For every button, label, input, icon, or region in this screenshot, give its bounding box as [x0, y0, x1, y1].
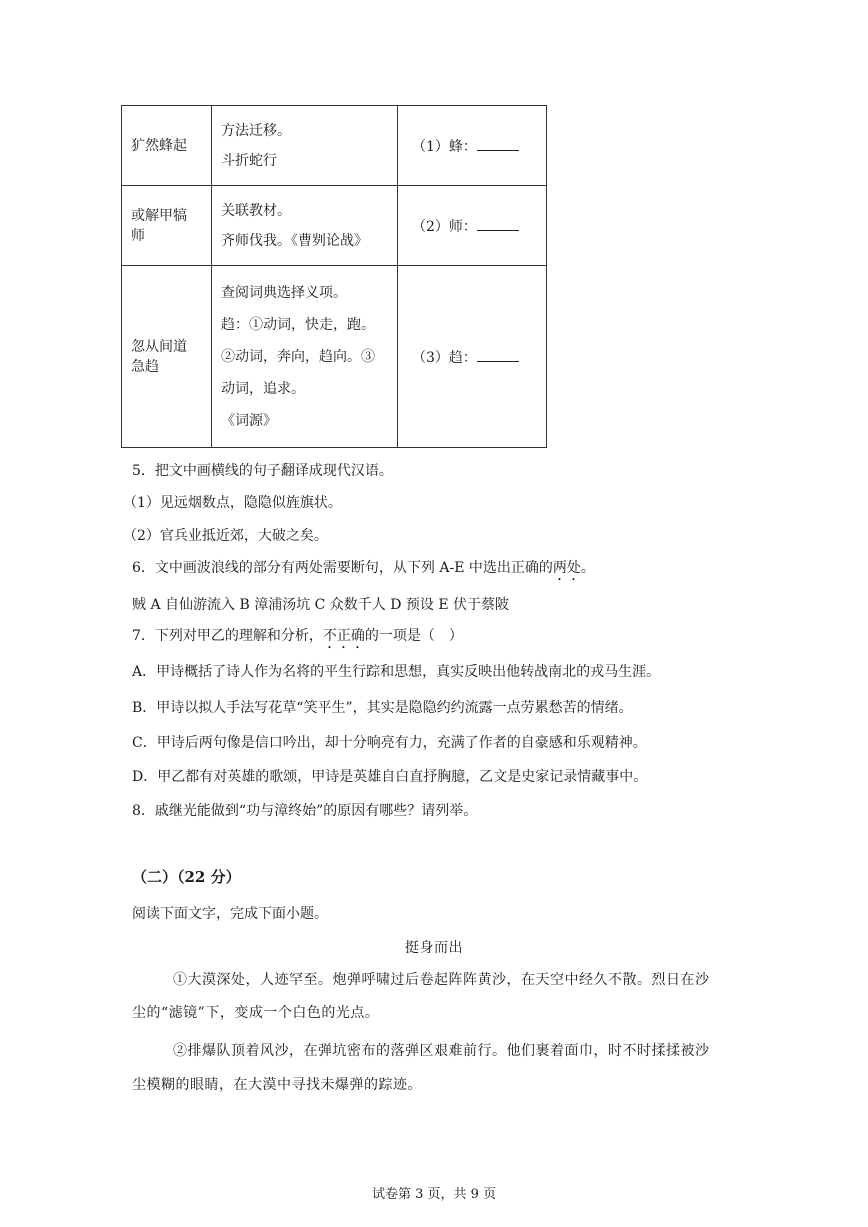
question-7-text: 7．下列对甲乙的理解和分析，: [132, 628, 323, 644]
term-cell: [122, 186, 212, 266]
option-d: D．甲乙都有对英雄的歌颂，甲诗是英雄自白直抒胸臆，乙文是史家记录情藏事中。: [132, 769, 648, 785]
question-5-1: （1）见远烟数点，隐隐似旌旗状。: [123, 495, 342, 511]
question-8: 8．戚继光能做到“功与漳终始”的原因有哪些？请列举。: [132, 803, 478, 819]
answer-cell: [398, 106, 547, 186]
method-line: 齐师伐我。《曹刿论战》: [221, 232, 368, 249]
method-line: 斗折蛇行: [221, 152, 277, 169]
section-instruction: 阅读下面文字，完成下面小题。: [132, 906, 328, 922]
paragraph-2-line-2: 尘模糊的眼睛，在大漠中寻找未爆弹的踪迹。: [132, 1077, 422, 1093]
answer-blank[interactable]: [477, 346, 519, 362]
method-line: 趋：①动词，快走，跑。: [221, 316, 375, 333]
answer-label: （1）蜂：: [412, 138, 477, 155]
method-cell: [212, 186, 398, 266]
question-7-end: 的一项是（ ）: [364, 628, 463, 644]
term-line: 忽从间道: [131, 338, 187, 355]
article-title: 挺身而出: [405, 940, 463, 956]
paragraph-1-line-2: 尘的“滤镜”下，变成一个白色的光点。: [132, 1005, 380, 1021]
method-line: 《词源》: [221, 412, 277, 429]
method-line: 动词，追求。: [221, 380, 305, 397]
section-heading: （二）（22 分）: [132, 868, 241, 886]
paragraph-1-line-1: ①大漠深处，人迹罕至。炮弹呼啸过后卷起阵阵黄沙，在天空中经久不散。烈日在沙: [173, 972, 710, 988]
term-cell: [122, 106, 212, 186]
option-a: A．甲诗概括了诗人作为名将的平生行踪和思想，真实反映出他转战南北的戎马生涯。: [132, 664, 661, 680]
method-line: 方法迁移。: [221, 122, 291, 139]
vocabulary-table: [121, 105, 547, 448]
question-6-text: 6．文中画波浪线的部分有两处需要断句，从下列 A-E 中选出正确的: [132, 560, 553, 576]
method-cell: [212, 266, 398, 448]
option-c: C．甲诗后两句像是信口吟出，却十分响亮有力，充满了作者的自豪感和乐观精神。: [132, 735, 647, 751]
answer-label: （2）师：: [412, 218, 477, 235]
answer-blank[interactable]: [477, 215, 519, 231]
question-6-end: 。: [580, 560, 595, 576]
question-6: [132, 557, 595, 584]
method-line: 查阅词典选择义项。: [221, 284, 347, 301]
answer-cell: [398, 186, 547, 266]
term-line: 师: [131, 227, 145, 244]
answer-cell: [398, 266, 547, 448]
question-7-emphasis: 不正确: [322, 628, 365, 644]
paragraph-2-line-1: ②排爆队顶着风沙，在弹坑密布的落弹区艰难前行。他们裹着面巾，时不时揉揉被沙: [173, 1043, 710, 1059]
term-line: 急趋: [131, 358, 159, 375]
method-line: 关联教材。: [221, 202, 291, 219]
option-b: B．甲诗以拟人手法写花草“笑平生”，其实是隐隐约约流露一点劳累愁苦的情绪。: [132, 700, 633, 716]
table-row: [122, 186, 547, 266]
term-cell: [122, 266, 212, 448]
question-5-2: （2）官兵业抵近郊，大破之矣。: [123, 528, 328, 544]
question-6-emphasis: 两处: [552, 560, 581, 576]
term-line: 犷然蜂起: [131, 137, 187, 154]
answer-label: （3）趋：: [412, 349, 477, 366]
question-7: [132, 625, 463, 652]
question-6-options: 贼 A 自仙游流入 B 漳浦汤坑 C 众数千人 D 预设 E 伏于蔡陂: [132, 597, 510, 613]
table-row: [122, 106, 547, 186]
table-row: [122, 266, 547, 448]
page-footer: 试卷第 3 页，共 9 页: [372, 1187, 497, 1202]
method-line: ②动词，奔向，趋向。③: [221, 348, 375, 365]
answer-blank[interactable]: [477, 135, 519, 151]
method-cell: [212, 106, 398, 186]
term-line: 或解甲犒: [131, 207, 187, 224]
question-5: 5．把文中画横线的句子翻译成现代汉语。: [132, 463, 393, 479]
